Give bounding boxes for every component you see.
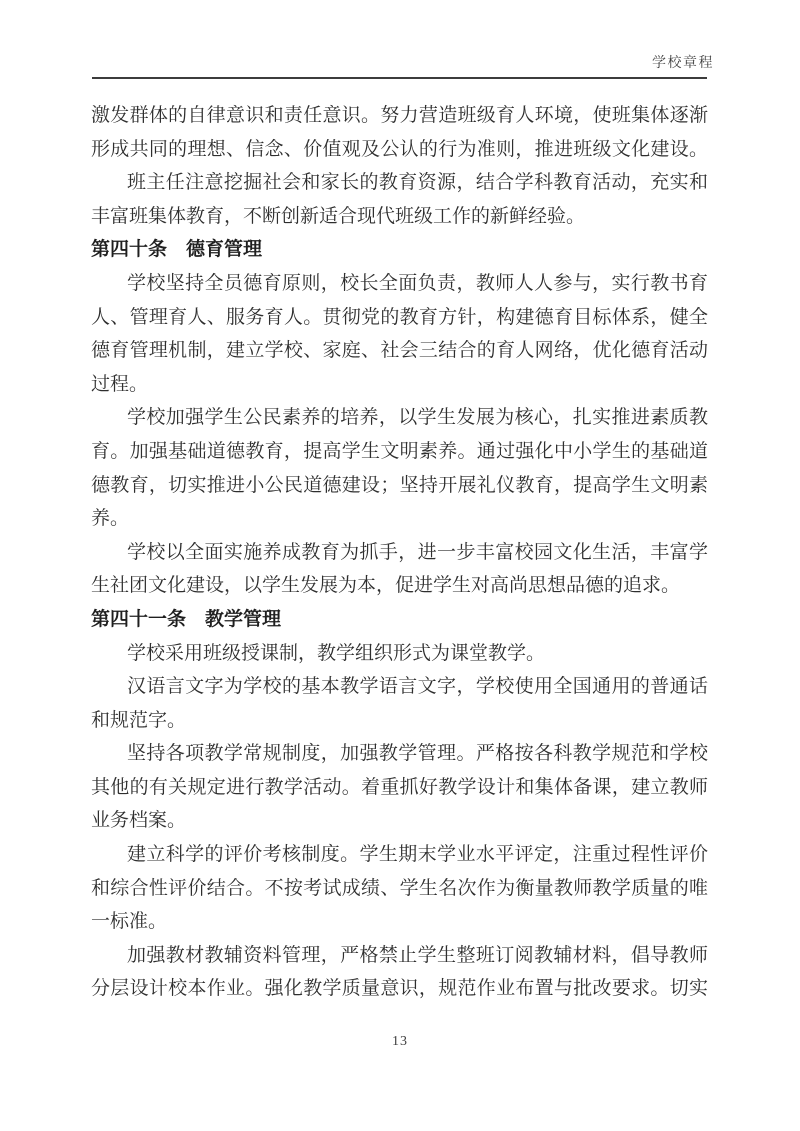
text-line: 形成共同的理想、信念、价值观及公认的行为准则，推进班级文化建设。	[91, 138, 708, 160]
text-line: 和综合性评价结合。不按考试成绩、学生名次作为衡量教师教学质量的唯	[91, 877, 708, 899]
page-footer	[0, 1034, 800, 1050]
header-rule-line	[92, 77, 707, 79]
text-line: 养。	[91, 508, 130, 530]
page-number: 13	[392, 1034, 408, 1049]
text-line: 学校以全面实施养成教育为抓手，进一步丰富校园文化生活，丰富学	[127, 541, 708, 563]
text-line: 德教育，切实推进小公民道德建设；坚持开展礼仪教育，提高学生文明素	[91, 474, 708, 496]
text-line: 学校坚持全员德育原则，校长全面负责，教师人人参与，实行教书育	[127, 272, 708, 294]
running-header-title: 学校章程	[652, 56, 714, 71]
text-line: 建立科学的评价考核制度。学生期末学业水平评定，注重过程性评价	[127, 844, 708, 866]
text-line: 丰富班集体教育，不断创新适合现代班级工作的新鲜经验。	[91, 205, 586, 227]
text-line: 德育管理机制，建立学校、家庭、社会三结合的育人网络，优化德育活动	[91, 340, 708, 362]
text-line: 分层设计校本作业。强化教学质量意识，规范作业布置与批改要求。切实	[91, 978, 708, 1000]
text-line: 业务档案。	[91, 810, 187, 832]
text-line: 激发群体的自律意识和责任意识。努力营造班级育人环境，使班集体逐渐	[91, 105, 708, 126]
text-line: 其他的有关规定进行教学活动。着重抓好教学设计和集体备课，建立教师	[91, 776, 708, 798]
text-line: 过程。	[91, 373, 149, 395]
document-body	[91, 99, 708, 1006]
text-line: 生社团文化建设，以学生发展为本，促进学生对高尚思想品德的追求。	[91, 575, 681, 597]
text-line: 育。加强基础道德教育，提高学生文明素养。通过强化中小学生的基础道	[91, 440, 708, 462]
text-line: 学校采用班级授课制，教学组织形式为课堂教学。	[127, 642, 546, 664]
text-line: 一标准。	[91, 911, 168, 933]
text-line: 学校加强学生公民素养的培养，以学生发展为核心，扎实推进素质教	[127, 407, 708, 429]
text-line: 和规范字。	[91, 709, 187, 731]
text-line: 班主任注意挖掘社会和家长的教育资源，结合学科教育活动，充实和	[127, 172, 708, 194]
text-line: 人、管理育人、服务育人。贯彻党的教育方针，构建德育目标体系，健全	[91, 306, 708, 328]
text-line: 加强教材教辅资料管理，严格禁止学生整班订阅教辅材料，倡导教师	[127, 944, 708, 966]
article-heading: 第四十条 德育管理	[91, 239, 263, 261]
text-line: 汉语言文字为学校的基本教学语言文字，学校使用全国通用的普通话	[127, 676, 708, 698]
text-line: 坚持各项教学常规制度，加强教学管理。严格按各科教学规范和学校	[127, 743, 708, 765]
article-heading: 第四十一条 教学管理	[91, 608, 282, 630]
